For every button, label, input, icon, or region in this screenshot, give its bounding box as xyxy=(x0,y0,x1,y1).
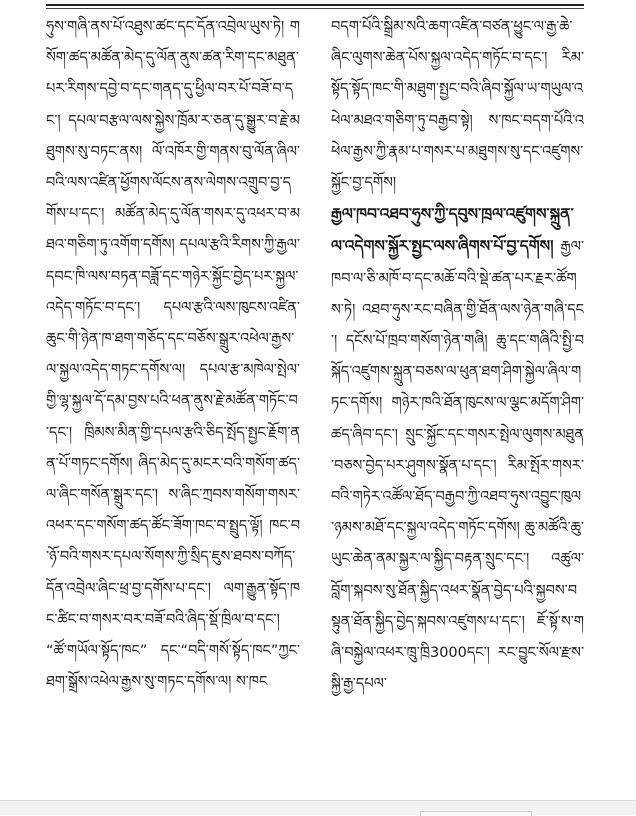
right-text-column xyxy=(331,12,584,784)
right-column-paragraph-1: བདག་པོའི་སྒྲིམ་སའི་ཆག་འཛིན་བཙན་ཕྱུང་ལ་རྒྱ་ཆེ་ཞིང་ལུགས་ཆེན་པོས་སྐྱལ་འདེད་གཏོང་བ་དང་། རིམ་སྟོད་སྟོད་ཁང་གི་མཐུག་སྤྱང་བའི་ཞིབ་སྐྱོལ་ཡ་གཡུལ་འཕེལ་མཐའ་གཅིག་ཏུ་བརྒྱབ་སྟེ། ས་ཁང་བདག་པོའི་འཕེལ་རྒྱས་ཀྱི་རྣམ་པ་གསར་པ་མཐུགས་སུ་དང་འཛུགས་སྐྱོང་བྱ་དགོས། xyxy=(331,19,584,192)
right-column-paragraph-2: རྒྱལ་ཁབ་ལ་ཅི་མཁོ་བ་དང་མཆོ་བའི་སྡེ་ཚན་པར་རྗར་ཚོགས་ཏེ། འཐབ་ཧུས་རང་བཞིན་གྱི་ཐོན་ལས་ཉེན་གཞི་དང་། དངོས་པོ་ཁྲབ་གསོག་ཉེན་གཞི། ཆུ་དང་གཞིའི་སྤྱི་བསྐོད་འཛུགས་སྐྲུན་བཅས་ལ་ཕུན་ཐག་ཤིག་སྐྱེལ་ཞིལ་གཏང་དགོས། གཉེར་ཁའི་ཐོན་ཁུངས་ལ་ལྕང་མདོག་ཤིག་ཚད་ཞིབ་དང་། སྲུང་སྐྱོང་དང་གསར་སྤེལ་ལུགས་མཐུན་བཅས་བྱེད་པར་ཤུགས་སྣོན་པ་དང་། རིམ་སྤོར་གསར་བའི་གཏེར་འཚོལ་ཐོད་བརྒྱབ་ཀྱི་འཐབ་ཧུས་འབྱུང་ཁུལ་ཉམས་མཐོ་དང་སྐྱལ་འདེད་གཏོང་དགོས། ཆུ་མཚོའི་ཆུ་ཡུང་ཆེན་ནམ་སྐྱར་ལ་སྐྱིད་བརྟན་སྲུང་དང་། འཚུལ་བློག་སྐབས་སུ་ཐོན་སྐྱིད་འཕར་སྣོན་བྱེད་པའི་སྐྱབས་བསྟུན་ཐོན་སྐྱིད་བྱེད་སྐབས་འཛུགས་པ་དང་། ཇོ་སྟོ་ས་གཞི་བསྐྱེལ་འཕར་ཁྲུ་ཁྲི3000དང་། རང་བྱུང་སོལ་རྫས་སྐྱི་རྒྱ་དཔལ་ xyxy=(331,239,584,693)
viewer-bottom-toolbar xyxy=(0,800,636,815)
page-top-rule-thin xyxy=(46,8,584,9)
left-text-column xyxy=(46,12,300,784)
left-column-paragraph: ཧུས་གཞི་ནས་པོ་འཐུས་ཚང་དང་དོན་འབྲེལ་ཡུས་ཏེ། གསོག་ཚད་མཚོན་མེད་དུ་ལོན་ནུས་ཚན་རིག་དང་མཐུན་པར་རིགས་དབྱེ་བ་དང་གནད་དུ་ཕྱིལ་བར་པོ་བཟོ་བ་དང་། དཔལ་བརྩལ་ལས་སྐྱེས་ཁྲོམ་ར་ཅན་དུ་སྒྱུར་བ་རྗེ་མཐུགས་སུ་བཏང་ནས། ལོ་འཁོར་གྱི་གནས་བུ་ལོན་ཞིལ་བའི་ལས་འཛིན་ཕྱོགས་ལོངས་ནས་ལེགས་འགྲུབ་བྱ་དགོས་པ་དང་། མཚོན་མེད་དུ་ལོན་གསར་དུ་འཕར་བ་མཐའ་གཅིག་ཏུ་འགོག་དགོས། དཔལ་རྩའི་རིགས་ཀྱི་རྒྱལ་དབང་ཁི་ལས་བཏན་བཟློ་དང་གཉེར་སྐྱོང་བྱེད་པར་སྐྱལ་འདེད་གཏོང་བ་དང་། དཔལ་རྩའི་ལས་ཁུངས་འཛིན་ཆུང་གི་ཉེན་ཁ་ཐག་གཅོད་དང་བཅོས་སྒྲུར་འཕེལ་རྒྱས་ལ་སྐྱལ་འདེད་གཏང་དགོས་ལ། དཔལ་རྩ་མཁེལ་སྤེལ་གྱི་ལྷ་སྐྱལ་དོ་དམ་བྱས་པའི་ཕན་ནུས་རྗེ་མཚོན་གཏོང་བ་དང་། ཁྲིམས་མིན་གྱི་དཔལ་རྩའི་ཅིད་སྤོད་སྤྱང་རྗོག་ནན་པོ་གཏང་དགོས། ཞིད་མེད་དུ་མངར་བའི་གསོག་ཚད་ལ་ཞིང་གསོན་སྒྲུར་དང་། ས་ཞིང་ཀྲབས་གསོག་གསར་འཕར་དང་གསོག་ཚད་ཚོང་ཟོག་ཁང་བ་སྤྲུད་ལྟོ། ཁང་བ་ཉོ་བའི་གསར་དཔལ་སོགས་ཀྱི་སྲིད་ཇུས་ཐབས་བཀོད་དོན་འབྲེལ་ཞིང་ཕྲ་བྱ་དགོས་པ་དང་། ལག་རྒྱུན་སྟོད་ཁང་ཚིང་བ་གསར་བར་བཟོ་བའི་ཞིད་སྡོ་ཁྲིལ་བ་དང་། “ཚོ་གཡོལ་སྟོད་ཁང” དང་“བདི་གསོ་སྟོད་ཁང”ཀྱང་ཐག་སྒྲོས་འཕེལ་རྒྱས་སུ་གཏང་དགོས་ལ། ས་ཁང xyxy=(46,19,300,691)
page-top-rule xyxy=(46,4,584,6)
section-heading: རྒྱལ་ཁབ་འཐབ་ཧུས་ཀྱི་དབུས་ཁྲལ་འཛུགས་སྐྲུན་ལ་འདེགས་སྐྱོར་སྤྱང་ལས་ཞིགས་པོ་བྱ་དགོས། xyxy=(331,205,574,256)
